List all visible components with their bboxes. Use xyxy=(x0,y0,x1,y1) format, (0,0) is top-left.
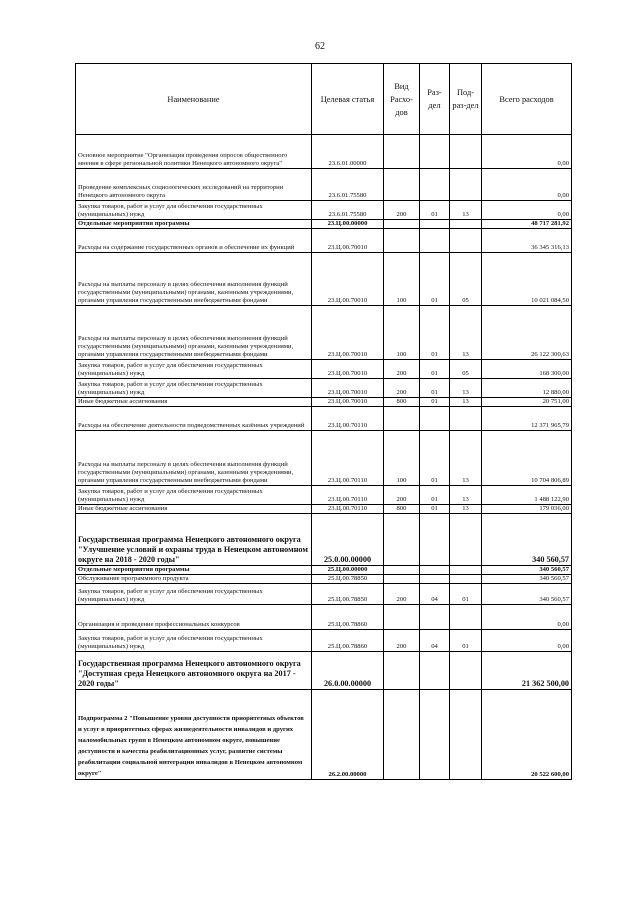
table-row xyxy=(76,169,572,201)
row-vid xyxy=(384,605,420,630)
row-vid: 800 xyxy=(384,398,420,407)
row-razdel xyxy=(420,575,450,584)
row-name: Иные бюджетные ассигнования xyxy=(76,398,312,407)
row-razdel xyxy=(420,407,450,431)
row-total: 21 362 500,00 xyxy=(482,652,572,690)
row-name: Основное мероприятие "Организация проведения опросов общественного мнения в сфере региональной политики Ненецкого автономного округа" xyxy=(76,135,312,169)
row-razdel: 01 xyxy=(420,379,450,398)
row-razdel: 04 xyxy=(420,584,450,605)
row-total: 340 560,57 xyxy=(482,575,572,584)
row-target: 26.2.00.00000 xyxy=(312,690,384,780)
header-subsection: Под-раз-дел xyxy=(450,64,482,135)
row-target: 26.0.00.00000 xyxy=(312,652,384,690)
row-total: 0,00 xyxy=(482,201,572,220)
row-podrazdel xyxy=(450,169,482,201)
row-razdel: 01 xyxy=(420,306,450,360)
row-vid: 800 xyxy=(384,505,420,514)
row-vid xyxy=(384,566,420,575)
row-total: 26 122 300,63 xyxy=(482,306,572,360)
row-name: Закупка товаров, работ и услуг для обеспечения государственных (муниципальных) нужд xyxy=(76,630,312,652)
row-podrazdel xyxy=(450,135,482,169)
row-name: Расходы на выплаты персоналу в целях обеспечения выполнения функций государственными (муниципальными) органами, казенными учреждениями, органами управления государственными внебюджетными фондами xyxy=(76,253,312,306)
row-target: 23.Ц.00.70110 xyxy=(312,431,384,486)
page-number: 62 xyxy=(315,41,325,52)
row-podrazdel: 01 xyxy=(450,630,482,652)
row-podrazdel: 13 xyxy=(450,486,482,505)
table-row xyxy=(76,505,572,514)
row-vid: 100 xyxy=(384,431,420,486)
row-target: 25.Ц.00.78850 xyxy=(312,575,384,584)
row-name: Иные бюджетные ассигнования xyxy=(76,505,312,514)
table-header-row xyxy=(76,64,572,135)
row-podrazdel xyxy=(450,566,482,575)
row-name: Расходы на содержание государственных органов и обеспечение их функций xyxy=(76,229,312,253)
header-section: Раз-дел xyxy=(420,64,450,135)
header-target: Целевая статья xyxy=(312,64,384,135)
table-row xyxy=(76,630,572,652)
row-podrazdel xyxy=(450,690,482,780)
row-target: 23.Ц.00.70010 xyxy=(312,398,384,407)
row-vid xyxy=(384,652,420,690)
row-razdel: 01 xyxy=(420,201,450,220)
table-row xyxy=(76,690,572,780)
header-total: Всего расходов xyxy=(482,64,572,135)
row-vid xyxy=(384,575,420,584)
row-razdel: 01 xyxy=(420,360,450,379)
row-target: 23.Ц.00.70110 xyxy=(312,505,384,514)
row-name: Отдельные мероприятия программы xyxy=(76,220,312,229)
row-total: 0,00 xyxy=(482,169,572,201)
table-row xyxy=(76,229,572,253)
row-target: 23.Ц.00.70010 xyxy=(312,360,384,379)
row-target: 23.6.01.75580 xyxy=(312,169,384,201)
row-name: Расходы на обеспечение деятельности подведомственных казённых учреждений xyxy=(76,407,312,431)
row-name: Расходы на выплаты персоналу в целях обеспечения выполнения функций государственными (муниципальными) органами, казенными учреждениями, органами управления государственными внебюджетными фондами xyxy=(76,431,312,486)
row-target: 23.Ц.00.70110 xyxy=(312,486,384,505)
row-vid xyxy=(384,514,420,566)
row-target: 23.Ц.00.00000 xyxy=(312,220,384,229)
row-name: Организация и проведение профессиональных конкурсов xyxy=(76,605,312,630)
row-vid: 200 xyxy=(384,379,420,398)
row-razdel: 01 xyxy=(420,398,450,407)
table-row xyxy=(76,220,572,229)
row-target: 25.0.00.00000 xyxy=(312,514,384,566)
row-name: Закупка товаров, работ и услуг для обеспечения государственных (муниципальных) нужд xyxy=(76,201,312,220)
row-podrazdel: 13 xyxy=(450,201,482,220)
row-name: Закупка товаров, работ и услуг для обеспечения государственных (муниципальных) нужд xyxy=(76,584,312,605)
row-target: 23.Ц.00.70110 xyxy=(312,407,384,431)
row-total: 36 345 316,13 xyxy=(482,229,572,253)
row-target: 23.Ц.00.70010 xyxy=(312,229,384,253)
row-name: Проведение комплексных социологических исследований на территории Ненецкого автономного округа xyxy=(76,169,312,201)
table-row xyxy=(76,584,572,605)
row-vid: 200 xyxy=(384,201,420,220)
row-target: 25.Ц.00.00000 xyxy=(312,566,384,575)
row-name: Закупка товаров, работ и услуг для обеспечения государственных (муниципальных) нужд xyxy=(76,486,312,505)
table-row xyxy=(76,566,572,575)
table-row xyxy=(76,201,572,220)
row-podrazdel: 05 xyxy=(450,360,482,379)
row-total: 10 021 084,50 xyxy=(482,253,572,306)
row-total: 0,00 xyxy=(482,630,572,652)
row-total: 20 522 600,00 xyxy=(482,690,572,780)
header-expense-type: Вид Расхо-дов xyxy=(384,64,420,135)
table-row xyxy=(76,407,572,431)
table-row xyxy=(76,360,572,379)
row-podrazdel: 13 xyxy=(450,306,482,360)
table-row xyxy=(76,652,572,690)
row-razdel xyxy=(420,605,450,630)
row-total: 10 704 806,89 xyxy=(482,431,572,486)
row-total: 340 560,57 xyxy=(482,584,572,605)
row-podrazdel xyxy=(450,229,482,253)
row-total: 12 371 965,79 xyxy=(482,407,572,431)
budget-table xyxy=(75,63,572,780)
row-podrazdel xyxy=(450,407,482,431)
table-row xyxy=(76,486,572,505)
row-podrazdel xyxy=(450,652,482,690)
row-total: 48 717 281,92 xyxy=(482,220,572,229)
row-razdel xyxy=(420,135,450,169)
row-target: 23.Ц.00.70010 xyxy=(312,379,384,398)
row-razdel xyxy=(420,229,450,253)
row-razdel xyxy=(420,514,450,566)
row-total: 1 488 122,90 xyxy=(482,486,572,505)
row-podrazdel xyxy=(450,575,482,584)
row-name: Подпрограмма 2 "Повышение уровня доступности приоритетных объектов и услуг в приоритетных сферах жизнедеятельности инвалидов и других маломобильных групп в Ненецком автономном округе, повышение доступности и качества реабилитационных услуг, развитие системы реабилитации социальной интеграции инвалидов в Ненецком автономном округе" xyxy=(76,690,312,780)
row-name: Закупка товаров, работ и услуг для обеспечения государственных (муниципальных) нужд xyxy=(76,360,312,379)
row-razdel xyxy=(420,220,450,229)
row-podrazdel: 13 xyxy=(450,398,482,407)
row-podrazdel xyxy=(450,605,482,630)
row-razdel xyxy=(420,690,450,780)
row-vid: 200 xyxy=(384,486,420,505)
row-vid: 100 xyxy=(384,306,420,360)
row-podrazdel: 13 xyxy=(450,505,482,514)
table-row xyxy=(76,135,572,169)
row-vid: 100 xyxy=(384,253,420,306)
row-target: 23.6.01.00000 xyxy=(312,135,384,169)
row-razdel xyxy=(420,566,450,575)
row-vid xyxy=(384,407,420,431)
row-target: 25.Ц.00.78850 xyxy=(312,584,384,605)
table-row xyxy=(76,253,572,306)
row-vid xyxy=(384,229,420,253)
row-podrazdel: 05 xyxy=(450,253,482,306)
row-name: Закупка товаров, работ и услуг для обеспечения государственных (муниципальных) нужд xyxy=(76,379,312,398)
row-podrazdel xyxy=(450,514,482,566)
table-row xyxy=(76,575,572,584)
row-name: Расходы на выплаты персоналу в целях обеспечения выполнения функций государственными (муниципальными) органами, казенными учреждениями, органами управления государственными внебюджетными фондами xyxy=(76,306,312,360)
row-name: Отдельные мероприятия программы xyxy=(76,566,312,575)
row-target: 23.6.01.75580 xyxy=(312,201,384,220)
row-target: 25.Ц.00.78860 xyxy=(312,630,384,652)
row-vid xyxy=(384,220,420,229)
row-vid: 200 xyxy=(384,360,420,379)
row-target: 23.Ц.00.70010 xyxy=(312,306,384,360)
row-razdel xyxy=(420,652,450,690)
row-razdel: 01 xyxy=(420,431,450,486)
table-row xyxy=(76,306,572,360)
row-podrazdel: 01 xyxy=(450,584,482,605)
table-row xyxy=(76,431,572,486)
row-name: Обслуживание программного продукта xyxy=(76,575,312,584)
row-podrazdel: 13 xyxy=(450,379,482,398)
table-row xyxy=(76,605,572,630)
row-razdel: 01 xyxy=(420,486,450,505)
row-razdel: 01 xyxy=(420,253,450,306)
table-row xyxy=(76,379,572,398)
row-vid: 200 xyxy=(384,584,420,605)
row-total: 0,00 xyxy=(482,135,572,169)
row-total: 20 751,00 xyxy=(482,398,572,407)
row-vid xyxy=(384,135,420,169)
row-vid: 200 xyxy=(384,630,420,652)
row-razdel: 04 xyxy=(420,630,450,652)
row-razdel: 01 xyxy=(420,505,450,514)
row-total: 12 880,00 xyxy=(482,379,572,398)
row-podrazdel: 13 xyxy=(450,431,482,486)
table-row xyxy=(76,514,572,566)
row-total: 168 300,00 xyxy=(482,360,572,379)
row-razdel xyxy=(420,169,450,201)
row-total: 340 560,57 xyxy=(482,514,572,566)
row-vid xyxy=(384,690,420,780)
row-total: 179 036,00 xyxy=(482,505,572,514)
row-total: 340 560,57 xyxy=(482,566,572,575)
row-name: Государственная программа Ненецкого автономного округа "Доступная среда Ненецкого автономного округа на 2017 - 2020 годы" xyxy=(76,652,312,690)
row-total: 0,00 xyxy=(482,605,572,630)
row-target: 25.Ц.00.78860 xyxy=(312,605,384,630)
row-vid xyxy=(384,169,420,201)
table-row xyxy=(76,398,572,407)
header-name: Наименование xyxy=(76,64,312,135)
row-podrazdel xyxy=(450,220,482,229)
row-name: Государственная программа Ненецкого автономного округа "Улучшение условий и охраны труда в Ненецком автономном округе на 2018 - 2020 годы" xyxy=(76,514,312,566)
row-target: 23.Ц.00.70010 xyxy=(312,253,384,306)
